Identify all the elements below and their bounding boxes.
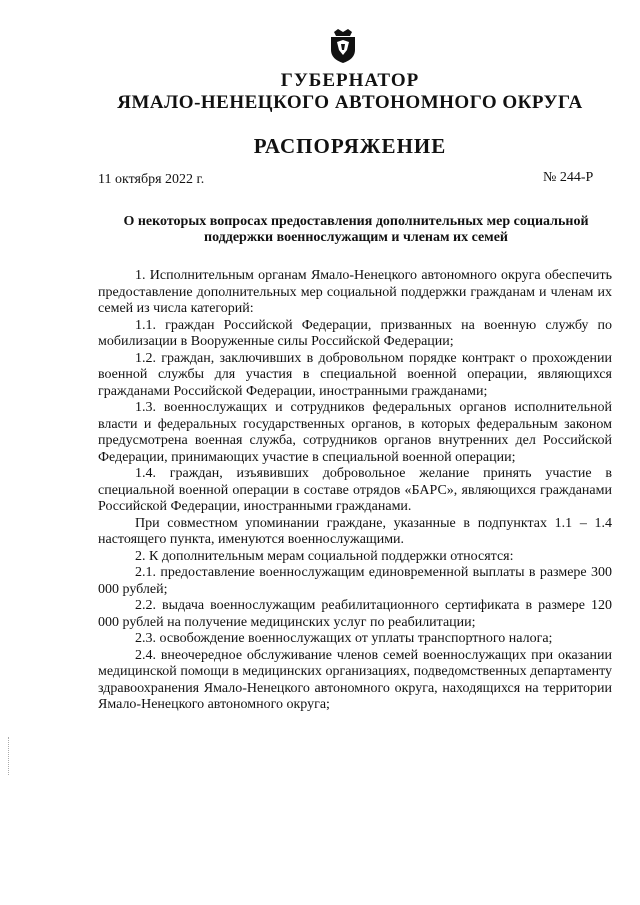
document-type-heading: РАСПОРЯЖЕНИЕ — [253, 134, 447, 158]
paragraph: 1.3. военнослужащих и сотрудников федеральных органов исполнительной власти и федеральных государственных органов, в которых федеральным законом предусмотрена военная служба, сотрудников органов внутренних дел Российской Федерации, принимающих участие в специальной военной операции; — [98, 400, 612, 465]
region-heading: ЯМАЛО-НЕНЕЦКОГО АВТОНОМНОГО ОКРУГА — [117, 92, 583, 113]
paragraph: 2.4. внеочередное обслуживание членов семей военнослужащих при оказании медицинской помощи в медицинских организациях, подведомственных департаменту здравоохранения Ямало-Ненецкого автономного округа, находящихся на территории Ямало-Ненецкого автономного округа; — [98, 647, 612, 712]
paragraph: 2.3. освобождение военнослужащих от уплаты транспортного налога; — [135, 631, 553, 646]
paragraph: 1. Исполнительным органам Ямало-Ненецкого автономного округа обеспечить предоставление дополнительных мер социальной поддержки гражданам и членам их семей из числа категорий: — [98, 268, 612, 316]
document-date: 11 октября 2022 г. — [98, 172, 205, 187]
paragraph: 1.4. граждан, изъявивших добровольное желание принять участие в специальной военной операции в составе отрядов «БАРС», являющихся гражданами Российской Федерации, иностранными гражданами. — [98, 466, 612, 514]
scan-margin-mark — [8, 737, 11, 775]
paragraph: 1.1. граждан Российской Федерации, призванных на военную службу по мобилизации в Вооруженные силы Российской Федерации; — [98, 317, 612, 349]
coat-of-arms-icon — [328, 28, 358, 64]
document-title: О некоторых вопросах предоставления дополнительных мер социальной поддержки военнослужащим и членам их семей — [123, 214, 589, 245]
paragraph: При совместном упоминании граждане, указанные в подпунктах 1.1 – 1.4 настоящего пункта, именуются военнослужащими. — [98, 515, 612, 547]
paragraph: 2.2. выдача военнослужащим реабилитационного сертификата в размере 120 000 рублей на получение медицинских услуг по реабилитации; — [98, 598, 612, 630]
paragraph: 1.2. граждан, заключивших в добровольном порядке контракт о прохождении военной службы для участия в специальной военной операции, являющихся гражданами Российской Федерации, иностранными гражданами; — [98, 350, 612, 399]
document-number: № 244-Р — [543, 170, 594, 185]
governor-heading: ГУБЕРНАТОР — [280, 70, 420, 91]
paragraph: 2. К дополнительным мерам социальной поддержки относятся: — [135, 548, 514, 564]
paragraph: 2.1. предоставление военнослужащим единовременной выплаты в размере 300 000 рублей; — [98, 565, 612, 597]
document-body — [98, 268, 612, 714]
